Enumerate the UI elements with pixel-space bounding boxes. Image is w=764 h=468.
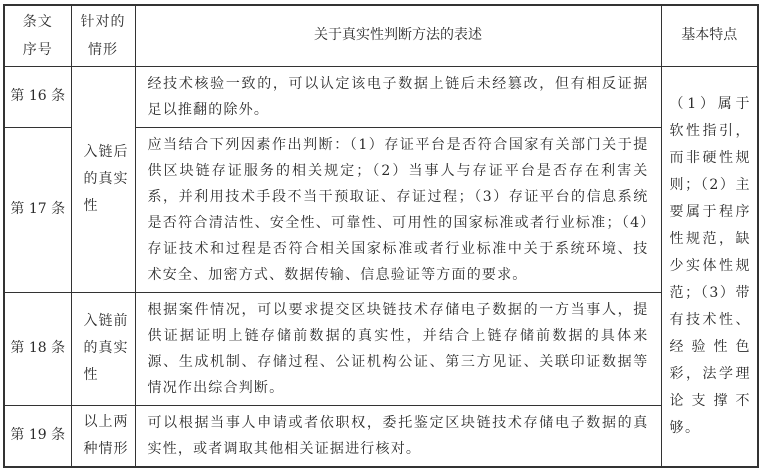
method-cell: 可以根据当事人申请或者依职权，委托鉴定区块链技术存储电子数据的真实性，或者调取其他相关证据进行核对。 — [135, 405, 661, 467]
article-cell: 第 17 条 — [4, 127, 71, 292]
header-method: 关于真实性判断方法的表述 — [135, 5, 661, 66]
situation-cell: 入链后的真实性 — [71, 66, 135, 292]
header-article-no-line2: 序号 — [22, 41, 53, 58]
article-cell: 第 16 条 — [4, 66, 71, 127]
header-article-no-line1: 条文 — [22, 13, 53, 30]
header-article-no — [4, 5, 71, 66]
method-cell: 根据案件情况，可以要求提交区块链技术存储电子数据的一方当事人，提供证据证明上链存储前数据的真实性，并结合上链存储前数据的具体来源、生成机制、存储过程、公证机构公证、第三方见证、关联印证数据等情况作出综合判断。 — [135, 292, 661, 405]
method-cell: 经技术核验一致的，可以认定该电子数据上链后未经篡改，但有相反证据足以推翻的除外。 — [135, 66, 661, 127]
header-situation-line2: 情形 — [88, 41, 118, 58]
header-situation-line1: 针对的 — [80, 13, 126, 30]
header-row — [4, 5, 758, 66]
method-cell: 应当结合下列因素作出判断：（1）存证平台是否符合国家有关部门关于提供区块链存证服务的相关规定；（2）当事人与存证平台是否存在利害关系，并利用技术手段不当干预取证、存证过程；（3）存证平台的信息系统是否符合清洁性、安全性、可靠性、可用性的国家标准或者行业标准；（4）存证技术和过程是否符合相关国家标准或者行业标准中关于系统环境、技术安全、加密方式、数据传输、信息验证等方面的要求。 — [135, 127, 661, 292]
features-cell: （1）属于软性指引，而非硬性规则；（2）主要属于程序性规范，缺少实体性规范；（3）带有技术性、经验性色彩，法学理论支撑不够。 — [661, 66, 758, 467]
authenticity-methods-table — [3, 4, 759, 468]
table-row — [4, 292, 758, 405]
header-situation — [71, 5, 135, 66]
table-row — [4, 66, 758, 127]
situation-cell: 以上两种情形 — [71, 405, 135, 467]
article-cell: 第 19 条 — [4, 405, 71, 467]
header-features: 基本特点 — [661, 5, 758, 66]
situation-cell: 入链前的真实性 — [71, 292, 135, 405]
article-cell: 第 18 条 — [4, 292, 71, 405]
table-row — [4, 405, 758, 467]
